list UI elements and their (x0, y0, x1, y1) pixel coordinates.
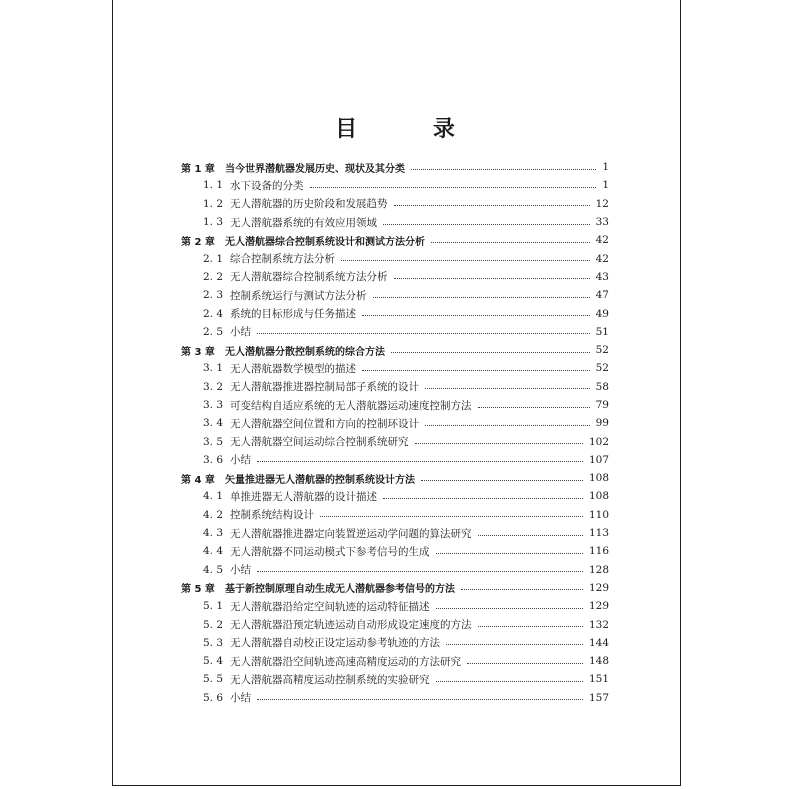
toc-section-row (181, 359, 609, 377)
toc-entry-number: 3. 3 (203, 399, 224, 411)
toc-entry-title: 无人潜航器不同运动模式下参考信号的生成 (230, 545, 430, 558)
dot-leader (478, 534, 583, 536)
toc-page-number: 129 (588, 600, 609, 613)
toc-page-number: 132 (588, 618, 609, 631)
toc-entry-title: 无人潜航器沿给定空间轨迹的运动特征描述 (230, 600, 430, 613)
toc-page-number: 157 (588, 691, 609, 704)
dot-leader (310, 186, 597, 188)
toc-page-number: 12 (595, 197, 609, 210)
toc-section-row (181, 176, 609, 194)
toc-chapter-row (181, 158, 609, 176)
toc-entry-number: 5. 4 (203, 655, 224, 668)
toc-section-row (181, 396, 609, 414)
toc-page-number: 108 (588, 490, 609, 503)
dot-leader (320, 515, 583, 517)
toc-entry-number: 2. 5 (203, 325, 224, 338)
toc-entry-title: 小结 (230, 326, 251, 339)
dot-leader (257, 332, 590, 334)
toc-page-number: 108 (588, 472, 609, 485)
dot-leader (257, 698, 583, 700)
toc-entry-title: 无人潜航器空间位置和方向的控制环设计 (230, 417, 419, 430)
dot-leader (421, 479, 583, 481)
toc-chapter-row (181, 579, 609, 597)
toc-entry-number: 2. 3 (203, 289, 224, 302)
toc-page-number: 1 (602, 161, 609, 174)
toc-entry-number: 5. 2 (203, 618, 224, 631)
dot-leader (436, 680, 583, 682)
dot-leader (478, 406, 590, 408)
toc-section-row (181, 615, 609, 633)
page-title: 目 录 (335, 117, 489, 142)
toc-page-number: 49 (595, 307, 609, 320)
toc-entry-number: 2. 1 (203, 252, 224, 265)
toc-entry-title: 无人潜航器数学模型的描述 (230, 362, 356, 375)
toc-page-number: 151 (588, 673, 609, 686)
toc-entry-number: 4. 1 (203, 490, 224, 503)
dot-leader (446, 643, 583, 645)
toc-entry-number: 4. 4 (203, 545, 224, 558)
toc-entry-title: 控制系统运行与测试方法分析 (230, 289, 367, 302)
toc-entry-number: 2. 2 (203, 270, 224, 283)
toc-page-number: 113 (588, 527, 609, 540)
toc-chapter-row (181, 469, 609, 487)
toc-entry-title: 无人潜航器分散控制系统的综合方法 (225, 346, 385, 358)
toc-entry-title: 小结 (230, 454, 251, 467)
toc-entry-number: 5. 3 (203, 636, 224, 649)
toc-entry-number: 5. 1 (203, 600, 224, 613)
toc-section-row (181, 195, 609, 213)
toc-page-number: 52 (595, 362, 609, 375)
toc-section-row (181, 304, 609, 322)
dot-leader (411, 168, 596, 170)
toc-entry-title: 无人潜航器高精度运动控制系统的实验研究 (230, 673, 430, 686)
toc-entry-title: 无人潜航器沿空间轨迹高速高精度运动的方法研究 (230, 655, 461, 668)
toc-entry-number: 3. 5 (203, 435, 224, 448)
toc-section-row (181, 542, 609, 560)
toc-entry-number: 5. 5 (203, 673, 224, 686)
toc-section-row (181, 561, 609, 579)
toc-entry-title: 系统的目标形成与任务描述 (230, 308, 356, 321)
toc-entry-number: 1. 1 (203, 179, 224, 192)
toc-entry-title: 基于新控制原理自动生成无人潜航器参考信号的方法 (225, 584, 455, 596)
toc-page-number: 107 (588, 453, 609, 466)
toc-entry-title: 单推进器无人潜航器的设计描述 (230, 490, 377, 503)
dot-leader (425, 387, 590, 389)
toc-entry-title: 无人潜航器综合控制系统方法分析 (230, 271, 388, 284)
toc-page-number: 52 (595, 344, 609, 357)
toc-section-row (181, 286, 609, 304)
toc-section-row (181, 378, 609, 396)
dot-leader (383, 223, 590, 225)
toc-entry-number: 4. 3 (203, 527, 224, 540)
toc-entry-number: 2. 4 (203, 307, 224, 320)
dot-leader (431, 241, 590, 243)
toc-page-number: 47 (595, 289, 609, 302)
toc-section-row (181, 597, 609, 615)
toc-entry-number: 3. 4 (203, 417, 224, 430)
toc-page-number: 102 (588, 435, 609, 448)
toc-page-number: 116 (588, 545, 609, 558)
toc-entry-title: 无人潜航器推进器控制局部子系统的设计 (230, 381, 419, 394)
toc-entry-title: 无人潜航器自动校正设定运动参考轨迹的方法 (230, 637, 440, 650)
toc-page-number: 79 (595, 399, 609, 411)
toc-section-row (181, 213, 609, 231)
dot-leader (257, 570, 583, 572)
dot-leader (436, 552, 583, 554)
toc-section-row (181, 323, 609, 341)
toc-entry-number: 1. 2 (203, 197, 224, 210)
toc-section-row (181, 487, 609, 505)
toc-page-number: 58 (595, 380, 609, 393)
toc-chapter-row (181, 231, 609, 249)
toc-entry-title: 无人潜航器综合控制系统设计和测试方法分析 (225, 236, 425, 248)
toc-entry-number: 4. 5 (203, 563, 224, 576)
toc-page-number: 33 (595, 216, 609, 229)
toc-entry-number: 3. 2 (203, 380, 224, 393)
toc-section-row (181, 689, 609, 707)
dot-leader (394, 277, 590, 279)
toc-entry-title: 无人潜航器空间运动综合控制系统研究 (230, 436, 409, 449)
toc-entry-title: 综合控制系统方法分析 (230, 253, 335, 266)
toc-entry-title: 无人潜航器沿预定轨迹运动自动形成设定速度的方法 (230, 619, 472, 632)
toc-chapter-row (181, 341, 609, 359)
toc-page-number: 1 (602, 179, 609, 192)
toc-entry-number: 3. 1 (203, 362, 224, 375)
toc-page-number: 99 (595, 417, 609, 430)
dot-leader (436, 607, 583, 609)
toc-entry-title: 矢量推进器无人潜航器的控制系统设计方法 (225, 474, 415, 486)
toc-entry-title: 水下设备的分类 (230, 179, 304, 192)
dot-leader (391, 351, 590, 353)
dot-leader (461, 588, 583, 590)
dot-leader (425, 424, 590, 426)
toc-entry-title: 当今世界潜航器发展历史、现状及其分类 (225, 163, 405, 175)
toc-section-row (181, 249, 609, 267)
toc-entry-number: 第 2 章 (181, 236, 215, 248)
toc-entry-title: 小结 (230, 564, 251, 577)
toc-section-row (181, 268, 609, 286)
toc-section-row (181, 670, 609, 688)
toc-section-row (181, 414, 609, 432)
toc-section-row (181, 451, 609, 469)
toc-section-row (181, 506, 609, 524)
dot-leader (373, 296, 590, 298)
toc-entry-number: 1. 3 (203, 216, 224, 229)
toc-entry-number: 第 4 章 (181, 474, 215, 486)
dot-leader (415, 442, 583, 444)
toc-page-number: 42 (595, 252, 609, 265)
toc-entry-number: 第 3 章 (181, 346, 215, 358)
toc-section-row (181, 634, 609, 652)
dot-leader (383, 497, 583, 499)
toc-page-number: 144 (588, 636, 609, 649)
toc-page-number: 129 (588, 581, 609, 594)
toc-entry-title: 无人潜航器推进器定向装置逆运动学问题的算法研究 (230, 527, 472, 540)
toc-entry-title: 可变结构自适应系统的无人潜航器运动速度控制方法 (230, 399, 472, 412)
dot-leader (478, 625, 583, 627)
toc-entry-title: 无人潜航器系统的有效应用领域 (230, 216, 377, 229)
toc-page-number: 128 (588, 563, 609, 576)
dot-leader (467, 662, 583, 664)
toc-entry-number: 第 1 章 (181, 163, 215, 175)
toc-entry-title: 无人潜航器的历史阶段和发展趋势 (230, 198, 388, 211)
toc-page-number: 51 (595, 325, 609, 338)
toc-entry-number: 3. 6 (203, 453, 224, 466)
toc-entry-title: 控制系统结构设计 (230, 509, 314, 522)
table-of-contents (181, 158, 609, 707)
toc-page-number: 148 (588, 655, 609, 668)
toc-page-number: 42 (595, 234, 609, 247)
dot-leader (394, 204, 590, 206)
toc-section-row (181, 524, 609, 542)
toc-entry-number: 第 5 章 (181, 584, 215, 596)
toc-entry-number: 5. 6 (203, 691, 224, 704)
toc-page-number: 110 (588, 508, 609, 521)
toc-section-row (181, 652, 609, 670)
toc-entry-title: 小结 (230, 692, 251, 705)
toc-entry-number: 4. 2 (203, 508, 224, 521)
dot-leader (362, 369, 590, 371)
toc-section-row (181, 432, 609, 450)
toc-page-number: 43 (595, 270, 609, 283)
dot-leader (362, 314, 590, 316)
dot-leader (341, 259, 590, 261)
dot-leader (257, 460, 583, 462)
